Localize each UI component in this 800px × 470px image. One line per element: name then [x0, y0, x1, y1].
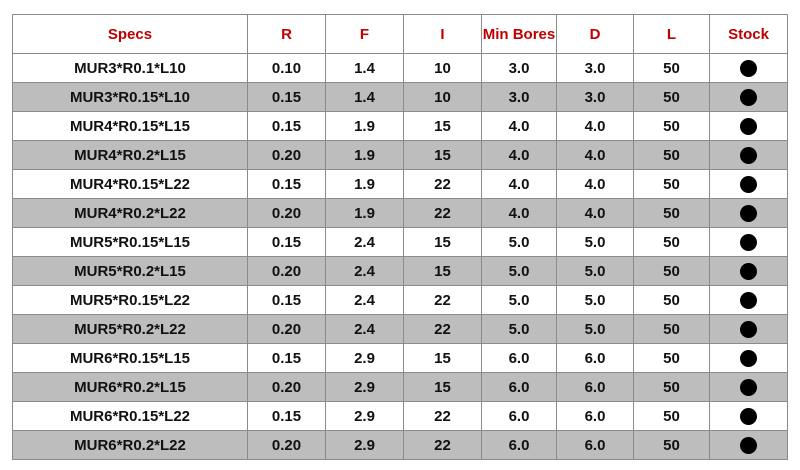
cell-f: 1.9	[326, 112, 404, 141]
cell-i: 22	[404, 199, 482, 228]
in-stock-dot-icon	[740, 350, 757, 367]
cell-spec: MUR6*R0.15*L22	[13, 402, 248, 431]
cell-stock	[710, 199, 788, 228]
cell-d: 6.0	[557, 431, 634, 460]
table-body	[13, 54, 788, 460]
cell-d: 6.0	[557, 373, 634, 402]
cell-r: 0.15	[248, 286, 326, 315]
cell-stock	[710, 257, 788, 286]
cell-min-bores: 5.0	[482, 228, 557, 257]
cell-stock	[710, 170, 788, 199]
table-row	[13, 431, 788, 460]
cell-d: 4.0	[557, 141, 634, 170]
cell-i: 10	[404, 54, 482, 83]
table-row	[13, 257, 788, 286]
in-stock-dot-icon	[740, 379, 757, 396]
cell-r: 0.15	[248, 228, 326, 257]
cell-spec: MUR5*R0.15*L22	[13, 286, 248, 315]
cell-d: 6.0	[557, 344, 634, 373]
cell-i: 15	[404, 228, 482, 257]
cell-i: 15	[404, 257, 482, 286]
cell-stock	[710, 431, 788, 460]
header-min-bores: Min Bores	[482, 15, 557, 54]
cell-l: 50	[634, 344, 710, 373]
cell-r: 0.15	[248, 402, 326, 431]
cell-spec: MUR4*R0.15*L15	[13, 112, 248, 141]
cell-i: 15	[404, 344, 482, 373]
in-stock-dot-icon	[740, 118, 757, 135]
cell-spec: MUR3*R0.15*L10	[13, 83, 248, 112]
cell-l: 50	[634, 257, 710, 286]
in-stock-dot-icon	[740, 292, 757, 309]
cell-d: 5.0	[557, 257, 634, 286]
table-row	[13, 402, 788, 431]
cell-spec: MUR5*R0.2*L22	[13, 315, 248, 344]
cell-min-bores: 4.0	[482, 112, 557, 141]
table-row	[13, 228, 788, 257]
cell-i: 10	[404, 83, 482, 112]
cell-i: 15	[404, 112, 482, 141]
header-l: L	[634, 15, 710, 54]
cell-r: 0.20	[248, 315, 326, 344]
cell-f: 2.4	[326, 286, 404, 315]
in-stock-dot-icon	[740, 60, 757, 77]
cell-spec: MUR4*R0.2*L15	[13, 141, 248, 170]
header-d: D	[557, 15, 634, 54]
cell-stock	[710, 83, 788, 112]
cell-f: 2.9	[326, 344, 404, 373]
cell-r: 0.20	[248, 373, 326, 402]
cell-l: 50	[634, 431, 710, 460]
cell-min-bores: 3.0	[482, 83, 557, 112]
cell-l: 50	[634, 141, 710, 170]
cell-min-bores: 4.0	[482, 141, 557, 170]
cell-l: 50	[634, 199, 710, 228]
cell-d: 6.0	[557, 402, 634, 431]
table-row	[13, 286, 788, 315]
cell-i: 15	[404, 141, 482, 170]
cell-i: 22	[404, 170, 482, 199]
cell-d: 4.0	[557, 170, 634, 199]
cell-l: 50	[634, 315, 710, 344]
spec-table	[12, 14, 788, 460]
cell-i: 22	[404, 315, 482, 344]
cell-f: 2.9	[326, 431, 404, 460]
in-stock-dot-icon	[740, 89, 757, 106]
cell-spec: MUR3*R0.1*L10	[13, 54, 248, 83]
cell-spec: MUR6*R0.2*L22	[13, 431, 248, 460]
table-row	[13, 170, 788, 199]
cell-f: 2.9	[326, 373, 404, 402]
table-row	[13, 344, 788, 373]
cell-stock	[710, 54, 788, 83]
cell-d: 3.0	[557, 83, 634, 112]
cell-min-bores: 6.0	[482, 402, 557, 431]
table-row	[13, 199, 788, 228]
cell-f: 1.9	[326, 141, 404, 170]
cell-min-bores: 3.0	[482, 54, 557, 83]
header-r: R	[248, 15, 326, 54]
cell-min-bores: 4.0	[482, 170, 557, 199]
cell-r: 0.15	[248, 344, 326, 373]
cell-min-bores: 5.0	[482, 257, 557, 286]
cell-stock	[710, 228, 788, 257]
cell-d: 5.0	[557, 228, 634, 257]
cell-stock	[710, 315, 788, 344]
cell-l: 50	[634, 286, 710, 315]
in-stock-dot-icon	[740, 205, 757, 222]
table-row	[13, 315, 788, 344]
table-row	[13, 112, 788, 141]
cell-l: 50	[634, 83, 710, 112]
cell-d: 3.0	[557, 54, 634, 83]
cell-r: 0.20	[248, 141, 326, 170]
cell-r: 0.15	[248, 170, 326, 199]
cell-spec: MUR6*R0.15*L15	[13, 344, 248, 373]
header-i: I	[404, 15, 482, 54]
cell-f: 1.4	[326, 83, 404, 112]
cell-l: 50	[634, 402, 710, 431]
cell-l: 50	[634, 228, 710, 257]
cell-min-bores: 5.0	[482, 286, 557, 315]
cell-stock	[710, 373, 788, 402]
cell-spec: MUR4*R0.15*L22	[13, 170, 248, 199]
cell-stock	[710, 344, 788, 373]
cell-stock	[710, 141, 788, 170]
table-row	[13, 373, 788, 402]
spec-table-container	[12, 14, 788, 460]
cell-f: 1.4	[326, 54, 404, 83]
cell-d: 4.0	[557, 199, 634, 228]
in-stock-dot-icon	[740, 176, 757, 193]
cell-stock	[710, 402, 788, 431]
cell-r: 0.15	[248, 112, 326, 141]
cell-f: 2.9	[326, 402, 404, 431]
cell-f: 1.9	[326, 199, 404, 228]
cell-i: 22	[404, 402, 482, 431]
cell-min-bores: 6.0	[482, 373, 557, 402]
cell-r: 0.20	[248, 431, 326, 460]
cell-spec: MUR6*R0.2*L15	[13, 373, 248, 402]
in-stock-dot-icon	[740, 321, 757, 338]
cell-d: 5.0	[557, 286, 634, 315]
table-row	[13, 141, 788, 170]
cell-spec: MUR5*R0.15*L15	[13, 228, 248, 257]
cell-r: 0.20	[248, 199, 326, 228]
in-stock-dot-icon	[740, 234, 757, 251]
header-row	[13, 15, 788, 54]
cell-min-bores: 6.0	[482, 431, 557, 460]
cell-min-bores: 4.0	[482, 199, 557, 228]
cell-min-bores: 6.0	[482, 344, 557, 373]
cell-i: 22	[404, 431, 482, 460]
cell-r: 0.15	[248, 83, 326, 112]
cell-f: 1.9	[326, 170, 404, 199]
cell-r: 0.10	[248, 54, 326, 83]
cell-l: 50	[634, 112, 710, 141]
header-specs: Specs	[13, 15, 248, 54]
cell-spec: MUR5*R0.2*L15	[13, 257, 248, 286]
in-stock-dot-icon	[740, 437, 757, 454]
in-stock-dot-icon	[740, 408, 757, 425]
table-row	[13, 83, 788, 112]
cell-i: 15	[404, 373, 482, 402]
cell-f: 2.4	[326, 228, 404, 257]
cell-spec: MUR4*R0.2*L22	[13, 199, 248, 228]
cell-min-bores: 5.0	[482, 315, 557, 344]
header-f: F	[326, 15, 404, 54]
cell-d: 4.0	[557, 112, 634, 141]
in-stock-dot-icon	[740, 263, 757, 280]
cell-r: 0.20	[248, 257, 326, 286]
in-stock-dot-icon	[740, 147, 757, 164]
cell-l: 50	[634, 373, 710, 402]
cell-f: 2.4	[326, 315, 404, 344]
table-row	[13, 54, 788, 83]
header-stock: Stock	[710, 15, 788, 54]
cell-l: 50	[634, 170, 710, 199]
cell-stock	[710, 286, 788, 315]
cell-l: 50	[634, 54, 710, 83]
cell-stock	[710, 112, 788, 141]
cell-i: 22	[404, 286, 482, 315]
cell-f: 2.4	[326, 257, 404, 286]
cell-d: 5.0	[557, 315, 634, 344]
